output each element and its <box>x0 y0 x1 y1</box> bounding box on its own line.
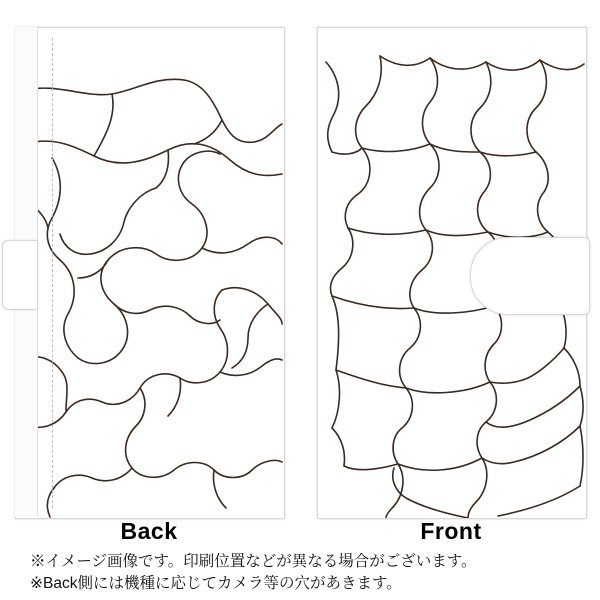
crack-pattern-back <box>16 28 284 518</box>
note-line-2: ※Back側には機種に応じてカメラ等の穴があきます。 <box>30 575 402 592</box>
back-caption: Back <box>120 518 178 544</box>
back-stitch-line <box>52 38 53 508</box>
closure-strap-right <box>470 237 590 315</box>
case-back-panel <box>15 27 285 519</box>
front-caption: Front <box>420 518 482 544</box>
back-print-area <box>16 28 284 518</box>
closure-strap-left <box>2 240 38 310</box>
note-line-1: ※イメージ画像です。印刷位置などが異なる場合がございます。 <box>30 553 477 570</box>
product-notes <box>30 551 590 595</box>
